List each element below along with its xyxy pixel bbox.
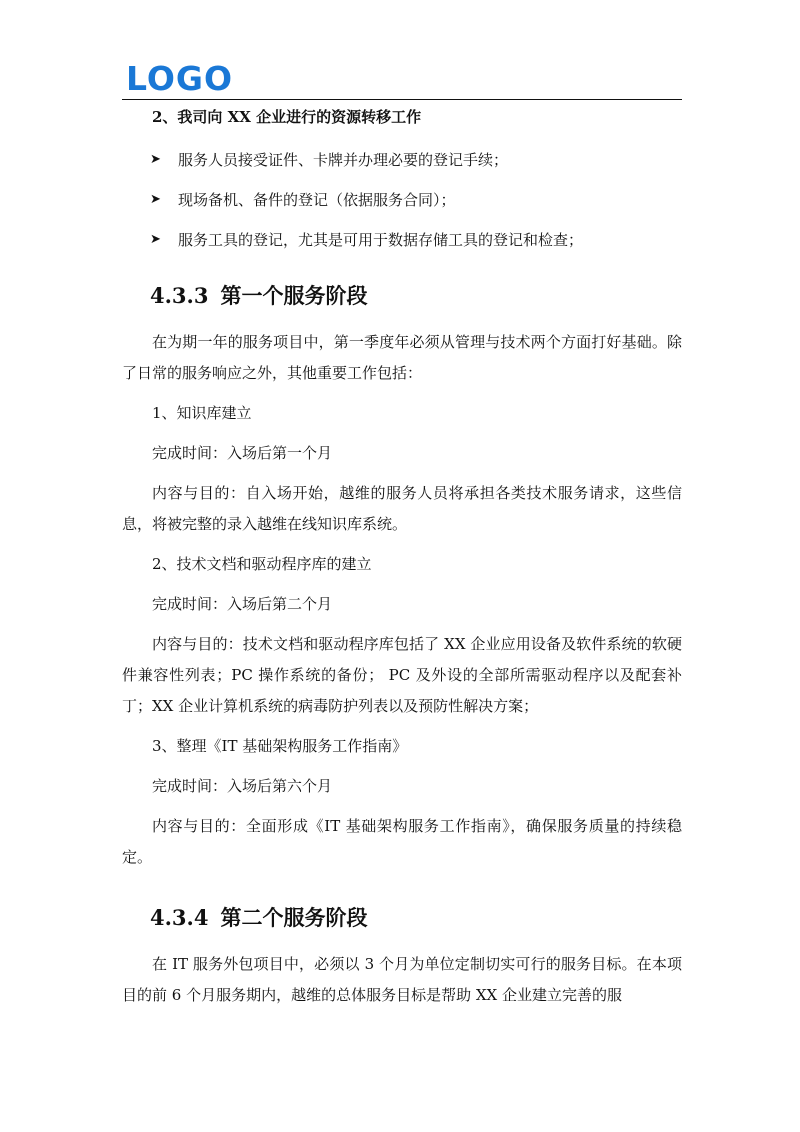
item-content: 内容与目的：全面形成《IT 基础架构服务工作指南》，确保服务质量的持续稳定。 [122,817,682,866]
item-completion-time: 完成时间：入场后第二个月 [152,595,333,613]
item-heading: 3、整理《IT 基础架构服务工作指南》 [152,737,408,755]
section-title-4-3-4 [122,903,682,933]
bullet-item [122,229,682,251]
document-body [122,106,682,1011]
bullet-text: 服务人员接受证件、卡牌并办理必要的登记手续； [178,151,509,169]
section-intro: 在 IT 服务外包项目中，必须以 3 个月为单位定制切实可行的服务目标。在本项目的前 6 个月服务期内，越维的总体服务目标是帮助 XX 企业建立完善的服 [122,955,682,1004]
section-title-text: 第二个服务阶段 [220,905,368,930]
bullet-item [122,189,682,211]
header-divider [122,99,682,100]
bullet-text: 服务工具的登记，尤其是可用于数据存储工具的登记和检查； [178,231,584,249]
section-title-4-3-3 [122,281,682,311]
item-completion-time: 完成时间：入场后第一个月 [152,444,333,462]
bullet-item [122,149,682,171]
section-title-text: 第一个服务阶段 [220,283,368,308]
arrow-bullet-icon: ➤ [150,232,161,247]
arrow-bullet-icon: ➤ [150,192,161,207]
section-number: 4.3.3 [150,283,209,308]
bullet-text: 现场备机、备件的登记（依据服务合同）； [178,191,456,209]
item-content: 内容与目的：技术文档和驱动程序库包括了 XX 企业应用设备及软件系统的软硬件兼容性列表；PC 操作系统的备份； PC 及外设的全部所需驱动程序以及配套补丁；XX 企业计算机系统的病毒防护列表以及预防性解决方案； [122,635,682,715]
logo: LOGO [126,59,234,98]
section-number: 4.3.4 [150,905,209,930]
item-heading: 1、知识库建立 [152,404,252,422]
resource-transfer-heading: 2、我司向 XX 企业进行的资源转移工作 [152,108,422,126]
arrow-bullet-icon: ➤ [150,152,161,167]
item-heading: 2、技术文档和驱动程序库的建立 [152,555,372,573]
item-content: 内容与目的：自入场开始，越维的服务人员将承担各类技术服务请求，这些信息，将被完整的录入越维在线知识库系统。 [122,484,682,533]
item-completion-time: 完成时间：入场后第六个月 [152,777,333,795]
section-intro: 在为期一年的服务项目中，第一季度年必须从管理与技术两个方面打好基础。除了日常的服务响应之外，其他重要工作包括： [122,333,682,382]
